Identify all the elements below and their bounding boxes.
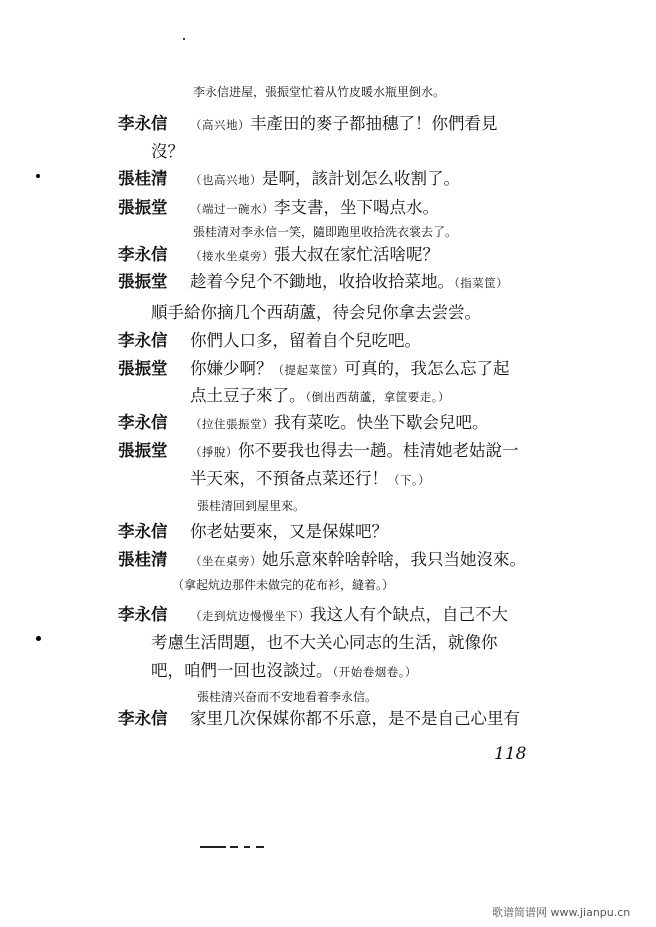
stage-direction-3: 張桂清回到屋里來。 <box>197 499 306 513</box>
speaker-name: 張桂清 <box>118 169 168 188</box>
dialogue-line: 家里几次保媒你都不乐意，是不是自己心里有 <box>190 709 520 728</box>
speaker-name: 李永信 <box>118 605 168 624</box>
dialogue-continuation: 順手給你摘几个西葫蘆，待会兒你拿去尝尝。 <box>151 303 481 322</box>
scan-artifact-dash <box>244 846 250 848</box>
dialogue-line <box>190 271 508 294</box>
dialogue-text: 我有菜吃。快坐下歇会兒吧。 <box>274 413 489 432</box>
stage-direction-inline: （指菜筐） <box>454 276 509 290</box>
scan-artifact-dash <box>256 846 264 848</box>
stage-direction-4: （拿起炕边那件未做完的花布衫，縫着。） <box>172 578 395 592</box>
top-speck <box>183 38 185 40</box>
margin-mark-1 <box>36 174 40 178</box>
dialogue-continuation: 沒？ <box>151 142 184 161</box>
dialogue-line <box>190 549 526 572</box>
dialogue-line: 你們人口多，留着自个兒吃吧。 <box>190 331 421 350</box>
page-number: 118 <box>494 744 527 764</box>
stage-direction-inline: （倒出西葫蘆，拿筐要走。） <box>305 390 450 404</box>
scan-artifact-dash <box>200 846 226 848</box>
dialogue-line <box>190 197 439 220</box>
dialogue-line <box>190 412 489 435</box>
stage-direction-inline: （走到炕边慢慢坐下） <box>190 609 310 623</box>
dialogue-text: 我这人有个缺点，自己不大 <box>310 605 508 624</box>
dialogue-continuation <box>151 660 417 683</box>
stage-direction-inline: （掙脫） <box>190 445 238 459</box>
dialogue-text: 点土豆子來了。 <box>190 386 306 405</box>
scan-artifact-dash <box>230 846 238 848</box>
speaker-name: 李永信 <box>118 522 168 541</box>
dialogue-line <box>190 113 498 136</box>
stage-direction-inline: （端过一碗水） <box>190 202 274 216</box>
stage-direction-inline: （开始卷烟卷。） <box>332 665 417 679</box>
speaker-name: 李永信 <box>118 413 168 432</box>
dialogue-line <box>190 244 439 267</box>
stage-direction-5: 張桂清兴奋而不安地看着李永信。 <box>197 690 378 704</box>
stage-direction-inline: （坐在桌旁） <box>190 554 262 568</box>
dialogue-text: 你不要我也得去一趟。桂清她老姑說一 <box>238 441 519 460</box>
dialogue-text: 吧，咱們一回也沒談过。 <box>151 661 333 680</box>
dialogue-line <box>190 440 519 463</box>
speaker-name: 李永信 <box>118 245 168 264</box>
dialogue-text: 半天來，不預备点菜还行！ <box>190 469 388 488</box>
site-watermark: 歌谱简谱网 www.jianpu.cn <box>492 906 631 919</box>
dialogue-line: 你老姑要來，又是保媒吧？ <box>190 522 388 541</box>
speaker-name: 張桂清 <box>118 550 168 569</box>
dialogue-line <box>190 604 508 627</box>
dialogue-line <box>190 358 510 381</box>
stage-direction-inline: （下。） <box>388 473 431 487</box>
stage-direction-inline: （高兴地） <box>190 118 250 132</box>
stage-direction-1: 李永信进屋，張振堂忙着从竹皮暖水瓶里倒水。 <box>193 85 446 99</box>
speaker-name: 李永信 <box>118 114 168 133</box>
stage-direction-inline: （也高兴地） <box>190 173 262 187</box>
stage-direction-inline: （拉住張振堂） <box>190 417 274 431</box>
margin-mark-2 <box>36 636 41 641</box>
dialogue-text: 李支書，坐下喝点水。 <box>274 198 439 217</box>
speaker-name: 李永信 <box>118 709 168 728</box>
speaker-name: 張振堂 <box>118 198 168 217</box>
dialogue-continuation <box>190 468 430 491</box>
dialogue-text: 你嫌少啊？ <box>190 359 273 378</box>
speaker-name: 張振堂 <box>118 441 168 460</box>
dialogue-text: 可真的，我怎么忘了起 <box>344 359 510 378</box>
dialogue-text: 她乐意來幹啥幹啥，我只当她沒來。 <box>262 550 526 569</box>
speaker-name: 李永信 <box>118 331 168 350</box>
stage-direction-inline: （提起菜筐） <box>272 363 345 377</box>
dialogue-continuation: 考慮生活問題，也不大关心同志的生活，就像你 <box>151 633 498 652</box>
stage-direction-2: 張桂清对李永信一笑，隨即跑里收拾洗衣裳去了。 <box>193 225 458 239</box>
dialogue-text: 張大叔在家忙活啥呢？ <box>274 245 439 264</box>
dialogue-text: 丰產田的麥子都抽穗了！你們看見 <box>250 114 498 133</box>
stage-direction-inline: （接水坐桌旁） <box>190 249 274 263</box>
dialogue-text: 趁着今兒个不鋤地，收拾收拾菜地。 <box>190 272 454 291</box>
speaker-name: 張振堂 <box>118 272 168 291</box>
dialogue-line <box>190 168 460 191</box>
dialogue-text: 是啊，該計划怎么收割了。 <box>262 169 460 188</box>
dialogue-continuation <box>190 385 450 408</box>
speaker-name: 張振堂 <box>118 359 168 378</box>
